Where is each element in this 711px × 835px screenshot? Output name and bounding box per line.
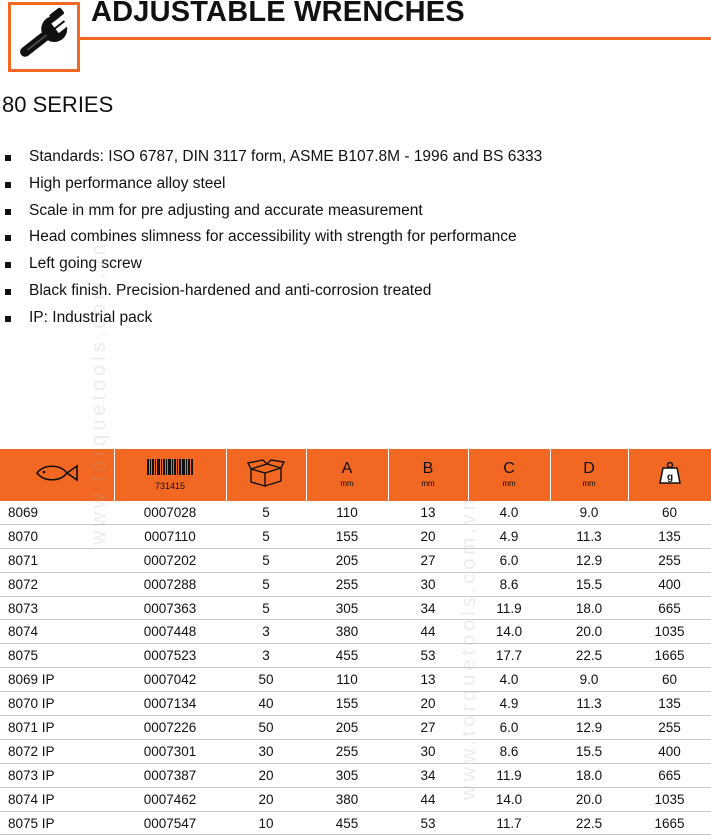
- spec-table: [0, 449, 711, 835]
- cell-weight: 60: [628, 501, 711, 524]
- bullet-square-icon: [5, 235, 11, 241]
- bullet-square-icon: [5, 209, 11, 215]
- watermark-text: www.torquetools.com.vn: [458, 495, 480, 800]
- table-row: [0, 501, 711, 524]
- feature-text: Standards: ISO 6787, DIN 3117 form, ASME B107.8M - 1996 and BS 6333: [29, 148, 543, 165]
- cell-dim-c: 6.0: [468, 716, 550, 740]
- cell-dim-c: 4.9: [468, 524, 550, 548]
- cell-weight: 255: [628, 548, 711, 572]
- cell-dim-c: 11.7: [468, 811, 550, 835]
- adjustable-wrench-icon: [11, 5, 77, 69]
- bullet-square-icon: [5, 182, 11, 188]
- barcode-icon: [147, 459, 193, 475]
- cell-dim-a: 455: [306, 644, 388, 668]
- cell-ean: 0007226: [114, 716, 226, 740]
- cell-dim-b: 44: [388, 787, 468, 811]
- header-model: [0, 449, 114, 501]
- cell-ean: 0007301: [114, 739, 226, 763]
- cell-ean: 0007387: [114, 763, 226, 787]
- table-row: [0, 739, 711, 763]
- cell-dim-a: 380: [306, 620, 388, 644]
- cell-pack-qty: 30: [226, 739, 306, 763]
- bullet-square-icon: [5, 316, 11, 322]
- cell-dim-a: 380: [306, 787, 388, 811]
- cell-dim-d: 22.5: [550, 811, 628, 835]
- table-row: [0, 787, 711, 811]
- cell-weight: 400: [628, 572, 711, 596]
- cell-model: 8071: [0, 548, 114, 572]
- fish-icon: [34, 463, 80, 483]
- cell-ean: 0007462: [114, 787, 226, 811]
- cell-dim-a: 205: [306, 716, 388, 740]
- cell-ean: 0007202: [114, 548, 226, 572]
- feature-text: Black finish. Precision-hardened and anti-corrosion treated: [29, 281, 432, 299]
- cell-weight: 665: [628, 763, 711, 787]
- feature-text: Scale in mm for pre adjusting and accurate measurement: [29, 201, 423, 219]
- cell-pack-qty: 20: [226, 787, 306, 811]
- cell-dim-b: 27: [388, 548, 468, 572]
- series-heading: 80 SERIES: [2, 92, 114, 117]
- cell-dim-d: 20.0: [550, 620, 628, 644]
- weight-icon: [658, 461, 682, 485]
- cell-dim-b: 34: [388, 763, 468, 787]
- cell-weight: 400: [628, 739, 711, 763]
- cell-model: 8073 IP: [0, 763, 114, 787]
- page-title: ADJUSTABLE WRENCHES: [91, 0, 465, 28]
- cell-dim-b: 20: [388, 524, 468, 548]
- cell-dim-d: 18.0: [550, 763, 628, 787]
- cell-dim-d: 9.0: [550, 501, 628, 524]
- table-row: [0, 716, 711, 740]
- cell-dim-c: 11.9: [468, 596, 550, 620]
- cell-ean: 0007448: [114, 620, 226, 644]
- bullet-square-icon: [5, 262, 11, 268]
- cell-dim-b: 53: [388, 644, 468, 668]
- title-underline: [80, 37, 711, 40]
- cell-ean: 0007547: [114, 811, 226, 835]
- cell-dim-c: 6.0: [468, 548, 550, 572]
- cell-dim-a: 455: [306, 811, 388, 835]
- cell-model: 8070 IP: [0, 692, 114, 716]
- cell-pack-qty: 50: [226, 668, 306, 692]
- cell-pack-qty: 5: [226, 501, 306, 524]
- cell-ean: 0007110: [114, 524, 226, 548]
- cell-model: 8070: [0, 524, 114, 548]
- header-ean: [114, 449, 226, 501]
- feature-item: [0, 173, 542, 200]
- table-header-row: [0, 449, 711, 501]
- ean-prefix: 731415: [154, 480, 186, 491]
- cell-pack-qty: 5: [226, 596, 306, 620]
- cell-model: 8073: [0, 596, 114, 620]
- cell-dim-d: 20.0: [550, 787, 628, 811]
- cell-dim-d: 12.9: [550, 548, 628, 572]
- cell-dim-a: 255: [306, 572, 388, 596]
- cell-dim-d: 22.5: [550, 644, 628, 668]
- cell-pack-qty: 3: [226, 620, 306, 644]
- cell-weight: 255: [628, 716, 711, 740]
- cell-dim-b: 20: [388, 692, 468, 716]
- cell-dim-a: 110: [306, 668, 388, 692]
- table-row: [0, 620, 711, 644]
- cell-dim-b: 53: [388, 811, 468, 835]
- cell-dim-b: 13: [388, 668, 468, 692]
- cell-model: 8072 IP: [0, 739, 114, 763]
- table-row: [0, 524, 711, 548]
- cell-weight: 135: [628, 692, 711, 716]
- bullet-square-icon: [5, 155, 11, 161]
- cell-model: 8074 IP: [0, 787, 114, 811]
- table-row: [0, 572, 711, 596]
- cell-dim-c: 8.6: [468, 572, 550, 596]
- cell-model: 8074: [0, 620, 114, 644]
- watermark-text: www.torquetools.com.vn: [88, 240, 110, 545]
- cell-weight: 60: [628, 668, 711, 692]
- cell-dim-c: 4.9: [468, 692, 550, 716]
- feature-text: Head combines slimness for accessibility with strength for performance: [29, 228, 517, 246]
- cell-model: 8075: [0, 644, 114, 668]
- feature-item: [0, 146, 542, 173]
- cell-ean: 0007134: [114, 692, 226, 716]
- table-row: [0, 548, 711, 572]
- feature-text: IP: Industrial pack: [29, 308, 153, 326]
- table-row: [0, 811, 711, 835]
- table-row: [0, 692, 711, 716]
- cell-ean: 0007288: [114, 572, 226, 596]
- header-d: D mm: [550, 449, 628, 501]
- cell-dim-d: 18.0: [550, 596, 628, 620]
- cell-dim-a: 305: [306, 596, 388, 620]
- table-row: [0, 596, 711, 620]
- cell-weight: 1665: [628, 811, 711, 835]
- cell-model: 8075 IP: [0, 811, 114, 835]
- header-pack: [226, 449, 306, 501]
- cell-dim-d: 9.0: [550, 668, 628, 692]
- bullet-square-icon: [5, 289, 11, 295]
- cell-dim-c: 11.9: [468, 763, 550, 787]
- header-c: C mm: [468, 449, 550, 501]
- cell-dim-c: 4.0: [468, 501, 550, 524]
- cell-ean: 0007042: [114, 668, 226, 692]
- header-a: A mm: [306, 449, 388, 501]
- cell-weight: 1665: [628, 644, 711, 668]
- weight-unit: g: [666, 471, 673, 483]
- cell-pack-qty: 5: [226, 524, 306, 548]
- cell-ean: 0007028: [114, 501, 226, 524]
- feature-text: Left going screw: [29, 255, 142, 273]
- cell-dim-a: 155: [306, 524, 388, 548]
- box-icon: [247, 459, 285, 487]
- feature-item: [0, 253, 542, 280]
- feature-item: [0, 200, 542, 227]
- cell-dim-b: 27: [388, 716, 468, 740]
- cell-dim-a: 205: [306, 548, 388, 572]
- header-b: B mm: [388, 449, 468, 501]
- feature-list: [0, 146, 542, 334]
- table-row: [0, 668, 711, 692]
- cell-dim-b: 34: [388, 596, 468, 620]
- cell-dim-c: 8.6: [468, 739, 550, 763]
- cell-ean: 0007363: [114, 596, 226, 620]
- cell-pack-qty: 3: [226, 644, 306, 668]
- cell-dim-b: 30: [388, 739, 468, 763]
- cell-pack-qty: 5: [226, 572, 306, 596]
- cell-dim-a: 155: [306, 692, 388, 716]
- cell-pack-qty: 5: [226, 548, 306, 572]
- cell-dim-c: 14.0: [468, 620, 550, 644]
- cell-dim-d: 12.9: [550, 716, 628, 740]
- cell-dim-b: 30: [388, 572, 468, 596]
- cell-dim-c: 4.0: [468, 668, 550, 692]
- cell-weight: 1035: [628, 787, 711, 811]
- cell-pack-qty: 20: [226, 763, 306, 787]
- cell-dim-d: 11.3: [550, 692, 628, 716]
- feature-text: High performance alloy steel: [29, 174, 226, 192]
- cell-model: 8071 IP: [0, 716, 114, 740]
- cell-dim-c: 14.0: [468, 787, 550, 811]
- cell-dim-d: 11.3: [550, 524, 628, 548]
- cell-dim-a: 305: [306, 763, 388, 787]
- cell-weight: 135: [628, 524, 711, 548]
- cell-pack-qty: 40: [226, 692, 306, 716]
- product-logo: [8, 2, 80, 72]
- cell-dim-d: 15.5: [550, 572, 628, 596]
- cell-dim-d: 15.5: [550, 739, 628, 763]
- feature-item: [0, 280, 542, 307]
- cell-pack-qty: 50: [226, 716, 306, 740]
- cell-ean: 0007523: [114, 644, 226, 668]
- spec-table-body: [0, 501, 711, 835]
- cell-dim-a: 255: [306, 739, 388, 763]
- feature-item: [0, 226, 542, 253]
- cell-pack-qty: 10: [226, 811, 306, 835]
- cell-weight: 665: [628, 596, 711, 620]
- table-row: [0, 644, 711, 668]
- header-weight: [628, 449, 711, 501]
- cell-dim-b: 13: [388, 501, 468, 524]
- cell-model: 8069 IP: [0, 668, 114, 692]
- cell-dim-a: 110: [306, 501, 388, 524]
- cell-dim-c: 17.7: [468, 644, 550, 668]
- cell-model: 8072: [0, 572, 114, 596]
- table-row: [0, 763, 711, 787]
- cell-model: 8069: [0, 501, 114, 524]
- feature-item: [0, 307, 542, 334]
- cell-dim-b: 44: [388, 620, 468, 644]
- cell-weight: 1035: [628, 620, 711, 644]
